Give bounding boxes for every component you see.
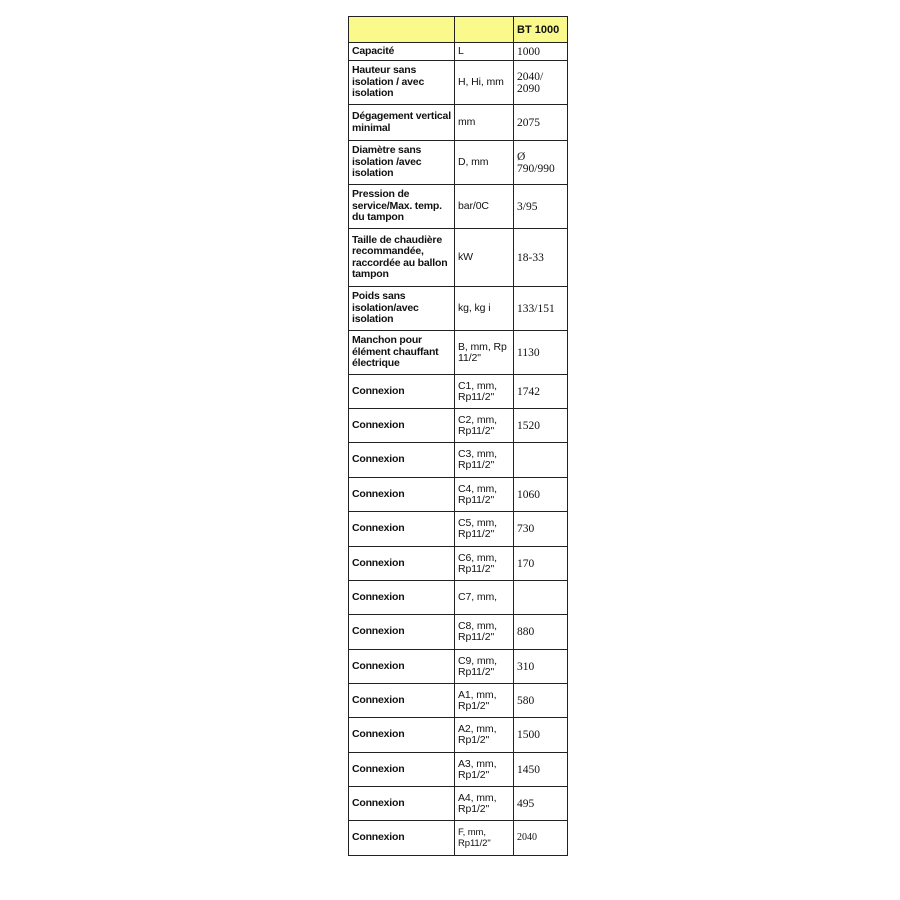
parameter-unit-cell: C1, mm, Rp11/2": [455, 375, 514, 409]
parameter-unit-cell: C2, mm, Rp11/2": [455, 409, 514, 443]
parameter-unit-cell: A3, mm, Rp1/2": [455, 753, 514, 787]
table-row: [349, 547, 568, 581]
parameter-name-cell: Connexion: [349, 547, 455, 581]
parameter-unit-cell: bar/0C: [455, 185, 514, 229]
table-row: [349, 61, 568, 105]
header-model-cell: BT 1000: [514, 17, 568, 43]
table-row: [349, 43, 568, 61]
parameter-name-cell: Connexion: [349, 650, 455, 684]
parameter-value-cell: 1000: [514, 43, 568, 61]
table-row: [349, 821, 568, 856]
table-row: [349, 141, 568, 185]
parameter-name-cell: Connexion: [349, 821, 455, 856]
parameter-name-cell: Connexion: [349, 615, 455, 650]
parameter-name-cell: Connexion: [349, 512, 455, 547]
parameter-unit-cell: A2, mm, Rp1/2": [455, 718, 514, 753]
table-row: [349, 718, 568, 753]
parameter-value-cell: 18-33: [514, 229, 568, 287]
table-row: [349, 615, 568, 650]
table-row: [349, 478, 568, 512]
parameter-unit-cell: H, Hi, mm: [455, 61, 514, 105]
parameter-value-cell: 1500: [514, 718, 568, 753]
parameter-value-cell: 580: [514, 684, 568, 718]
parameter-value-cell: 730: [514, 512, 568, 547]
parameter-name-cell: Taille de chaudière recommandée, raccordée au ballon tampon: [349, 229, 455, 287]
parameter-unit-cell: F, mm, Rp11/2": [455, 821, 514, 856]
parameter-value-cell: 1520: [514, 409, 568, 443]
parameter-name-cell: Hauteur sans isolation / avec isolation: [349, 61, 455, 105]
table-row: [349, 287, 568, 331]
header-param-cell: [349, 17, 455, 43]
parameter-name-cell: Connexion: [349, 753, 455, 787]
parameter-unit-cell: C9, mm, Rp11/2": [455, 650, 514, 684]
table-row: [349, 375, 568, 409]
parameter-name-cell: Connexion: [349, 684, 455, 718]
parameter-name-cell: Pression de service/Max. temp. du tampon: [349, 185, 455, 229]
parameter-name-cell: Capacité: [349, 43, 455, 61]
table-header-row: [349, 17, 568, 43]
parameter-unit-cell: D, mm: [455, 141, 514, 185]
parameter-unit-cell: kg, kg i: [455, 287, 514, 331]
parameter-unit-cell: mm: [455, 105, 514, 141]
parameter-value-cell: 1130: [514, 331, 568, 375]
parameter-unit-cell: C7, mm,: [455, 581, 514, 615]
table-row: [349, 581, 568, 615]
parameter-name-cell: Connexion: [349, 787, 455, 821]
specification-table: [348, 16, 568, 856]
parameter-name-cell: Dégagement vertical minimal: [349, 105, 455, 141]
table-row: [349, 684, 568, 718]
parameter-unit-cell: L: [455, 43, 514, 61]
parameter-name-cell: Connexion: [349, 581, 455, 615]
parameter-value-cell: [514, 443, 568, 478]
parameter-name-cell: Manchon pour élément chauffant électrique: [349, 331, 455, 375]
parameter-value-cell: [514, 581, 568, 615]
parameter-name-cell: Connexion: [349, 443, 455, 478]
table-row: [349, 443, 568, 478]
parameter-value-cell: 2040/ 2090: [514, 61, 568, 105]
parameter-name-cell: Diamètre sans isolation /avec isolation: [349, 141, 455, 185]
parameter-value-cell: Ø 790/990: [514, 141, 568, 185]
parameter-value-cell: 1450: [514, 753, 568, 787]
table-row: [349, 512, 568, 547]
parameter-unit-cell: C6, mm, Rp11/2": [455, 547, 514, 581]
table-row: [349, 105, 568, 141]
parameter-value-cell: 170: [514, 547, 568, 581]
parameter-value-cell: 310: [514, 650, 568, 684]
table-row: [349, 787, 568, 821]
parameter-value-cell: 1060: [514, 478, 568, 512]
table-row: [349, 185, 568, 229]
parameter-name-cell: Connexion: [349, 409, 455, 443]
header-unit-cell: [455, 17, 514, 43]
parameter-name-cell: Connexion: [349, 478, 455, 512]
parameter-value-cell: 133/151: [514, 287, 568, 331]
parameter-value-cell: 1742: [514, 375, 568, 409]
table-row: [349, 229, 568, 287]
parameter-unit-cell: A1, mm, Rp1/2": [455, 684, 514, 718]
parameter-unit-cell: kW: [455, 229, 514, 287]
parameter-unit-cell: B, mm, Rp 11/2": [455, 331, 514, 375]
parameter-unit-cell: C8, mm, Rp11/2": [455, 615, 514, 650]
parameter-value-cell: 3/95: [514, 185, 568, 229]
parameter-unit-cell: C5, mm, Rp11/2": [455, 512, 514, 547]
parameter-unit-cell: C4, mm, Rp11/2": [455, 478, 514, 512]
parameter-name-cell: Connexion: [349, 375, 455, 409]
table-row: [349, 331, 568, 375]
table-row: [349, 753, 568, 787]
parameter-value-cell: 2040: [514, 821, 568, 856]
table-row: [349, 409, 568, 443]
parameter-value-cell: 495: [514, 787, 568, 821]
parameter-unit-cell: C3, mm, Rp11/2": [455, 443, 514, 478]
parameter-name-cell: Poids sans isolation/avec isolation: [349, 287, 455, 331]
specification-table-body: [349, 17, 568, 856]
parameter-value-cell: 880: [514, 615, 568, 650]
parameter-unit-cell: A4, mm, Rp1/2": [455, 787, 514, 821]
parameter-value-cell: 2075: [514, 105, 568, 141]
parameter-name-cell: Connexion: [349, 718, 455, 753]
table-row: [349, 650, 568, 684]
